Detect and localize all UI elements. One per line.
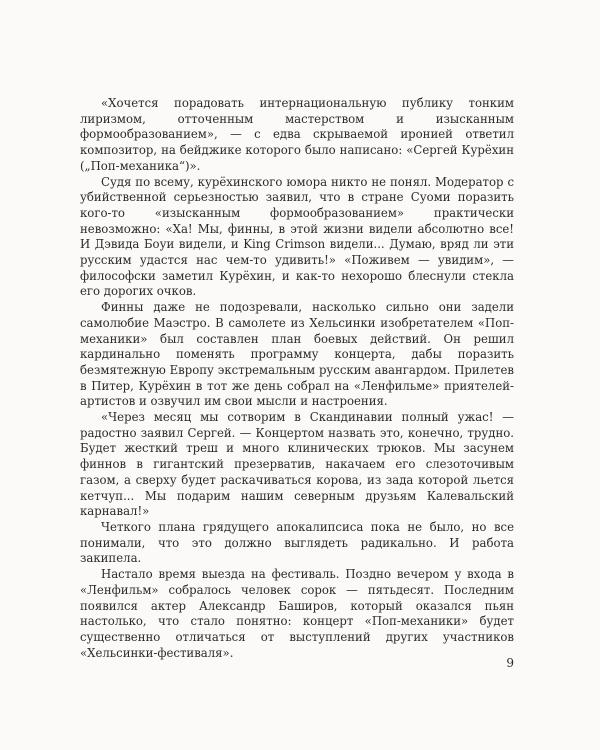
page-text xyxy=(80,96,514,661)
paragraph: «Через месяц мы сотворим в Скандинавии полный ужас! — радостно заявил Сергей. — Концертом назвать это, конечно, трудно. Будет жесткий треш и много клинических трюков. Мы засунем финнов в гигантский презерватив, накачаем его слезоточивым газом, а сверху будет раскачиваться корова, из зада которой льется кетчуп... Мы подарим нашим северным друзьям Калевальский карнавал!» xyxy=(80,410,514,519)
paragraph: Настало время выезда на фестиваль. Поздно вечером у входа в «Ленфильм» собралось человек сорок — пятьдесят. Последним появился актер Александр Баширов, который оказался пьян настолько, что стало понятно: концерт «Поп-механики» будет существенно отличаться от выступлений других участников «Хельсинки-фестиваля». xyxy=(80,567,514,660)
paragraph: «Хочется порадовать интернациональную публику тонким лиризмом, отточенным мастерством и изысканным формообразованием», — с едва скрываемой иронией ответил композитор, на бейджике которого было написано: «Сергей Курёхин („Поп-механика“)». xyxy=(80,96,514,173)
paragraph: Судя по всему, курёхинского юмора никто не понял. Модератор с убийственной серьезностью заявил, что в стране Суоми поразить кого-то «изысканным формообразованием» практически невозможно: «Ха! Мы, финны, в этой жизни видели абсолютно все! И Дэвида Боуи видели, и King Crimson видели... Думаю, вряд ли эти русским удастся нас чем-то удивить!» «Поживем — увидим», — философски заметил Курёхин, и как-то нехорошо блеснули стекла его дорогих очков. xyxy=(80,174,514,299)
page-number: 9 xyxy=(506,656,514,670)
paragraph: Финны даже не подозревали, насколько сильно они задели самолюбие Маэстро. В самолете из Хельсинки изобретателем «Поп-механики» был составлен план боевых действий. Он решил кардинально поменять программу концерта, дабы поразить безмятежную Европу экстремальным русским авангардом. Прилетев в Питер, Курёхин в тот же день собрал на «Ленфильме» приятелей-артистов и озвучил им свои мысли и настроения. xyxy=(80,300,514,409)
paragraph: Четкого плана грядущего апокалипсиса пока не было, но все понимали, что это должно выглядеть радикально. И работа закипела. xyxy=(80,519,514,566)
